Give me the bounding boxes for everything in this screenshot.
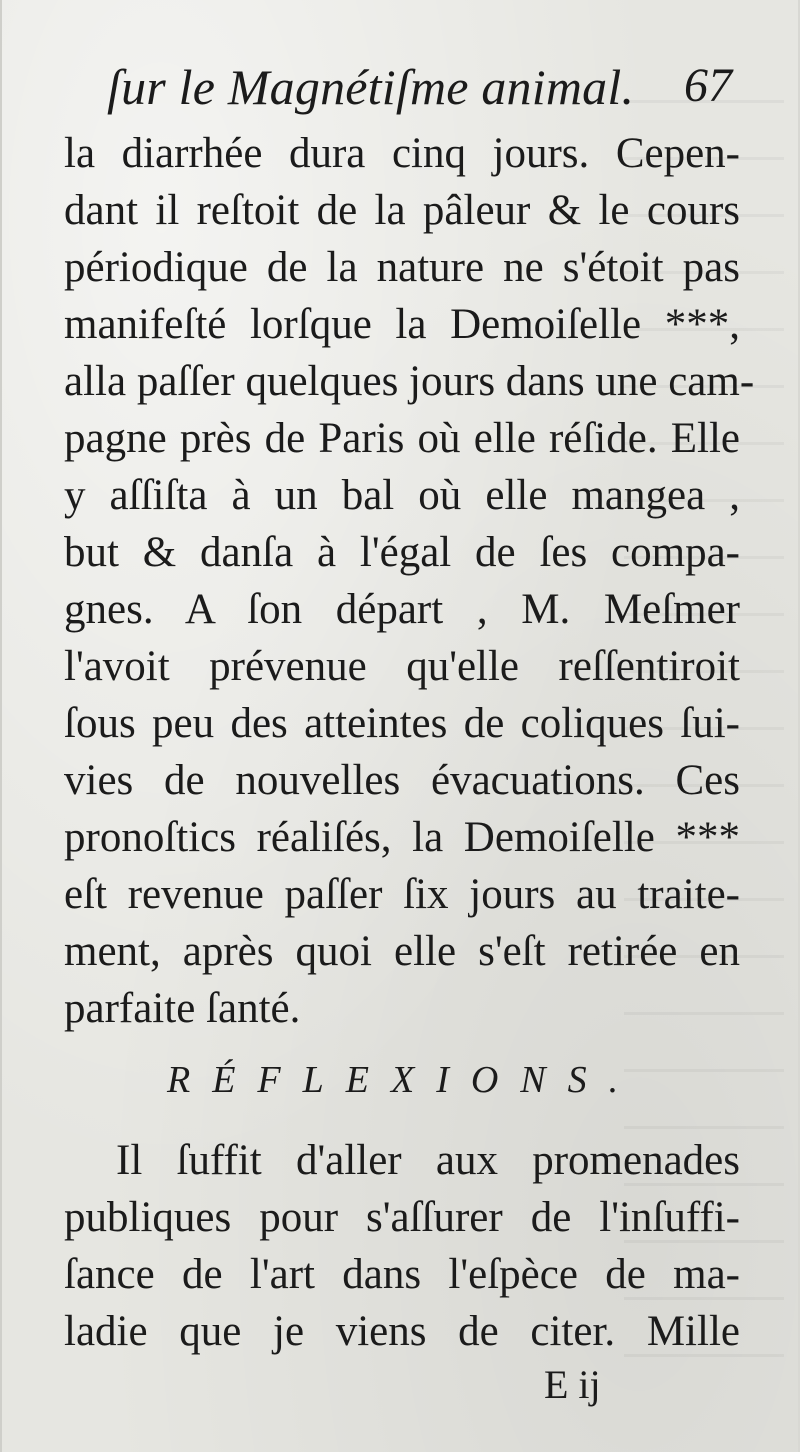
text-line: vies de nouvelles évacuations. Ces <box>64 757 740 804</box>
text-line: ment, après quoi elle s'eſt retirée en <box>64 928 740 975</box>
text-line: l'avoit prévenue qu'elle reſſentiroit <box>64 643 740 690</box>
text-line: périodique de la nature ne s'étoit pas <box>64 244 740 291</box>
text-line: eſt revenue paſſer ſix jours au traite- <box>64 871 740 918</box>
text-line: dant il reſtoit de la pâleur & le cours <box>64 187 740 234</box>
signature-mark: E ij <box>544 1362 601 1407</box>
page-header <box>107 58 732 122</box>
text-line: publiques pour s'aſſurer de l'inſuffi- <box>64 1194 740 1241</box>
section-heading: RÉFLEXIONS. <box>167 1059 641 1101</box>
text-line: parfaite ſanté. <box>64 985 301 1032</box>
text-line: alla paſſer quelques jours dans une cam- <box>64 358 755 405</box>
page-number: 67 <box>684 59 732 112</box>
text-line: but & danſa à l'égal de ſes compa- <box>64 529 740 576</box>
text-line: ſance de l'art dans l'eſpèce de ma- <box>64 1251 740 1298</box>
text-line: ladie que je viens de citer. Mille <box>64 1308 740 1355</box>
text-line: y aſſiſta à un bal où elle mangea , <box>64 472 740 519</box>
text-line: manifeſté lorſque la Demoiſelle ***, <box>64 301 740 348</box>
text-line: Il ſuffit d'aller aux promenades <box>116 1137 740 1184</box>
paragraph-2 <box>64 1132 740 1360</box>
text-line: la diarrhée dura cinq jours. Cepen- <box>64 130 740 177</box>
text-line: ſous peu des atteintes de coliques ſui- <box>64 700 740 747</box>
text-line: pronoſtics réaliſés, la Demoiſelle *** <box>64 814 740 861</box>
text-line: pagne près de Paris où elle réſide. Elle <box>64 415 740 462</box>
text-line: gnes. A ſon départ , M. Meſmer <box>64 586 740 633</box>
running-title: ſur le Magnétiſme animal. <box>107 59 635 115</box>
paragraph-1 <box>64 125 755 1037</box>
